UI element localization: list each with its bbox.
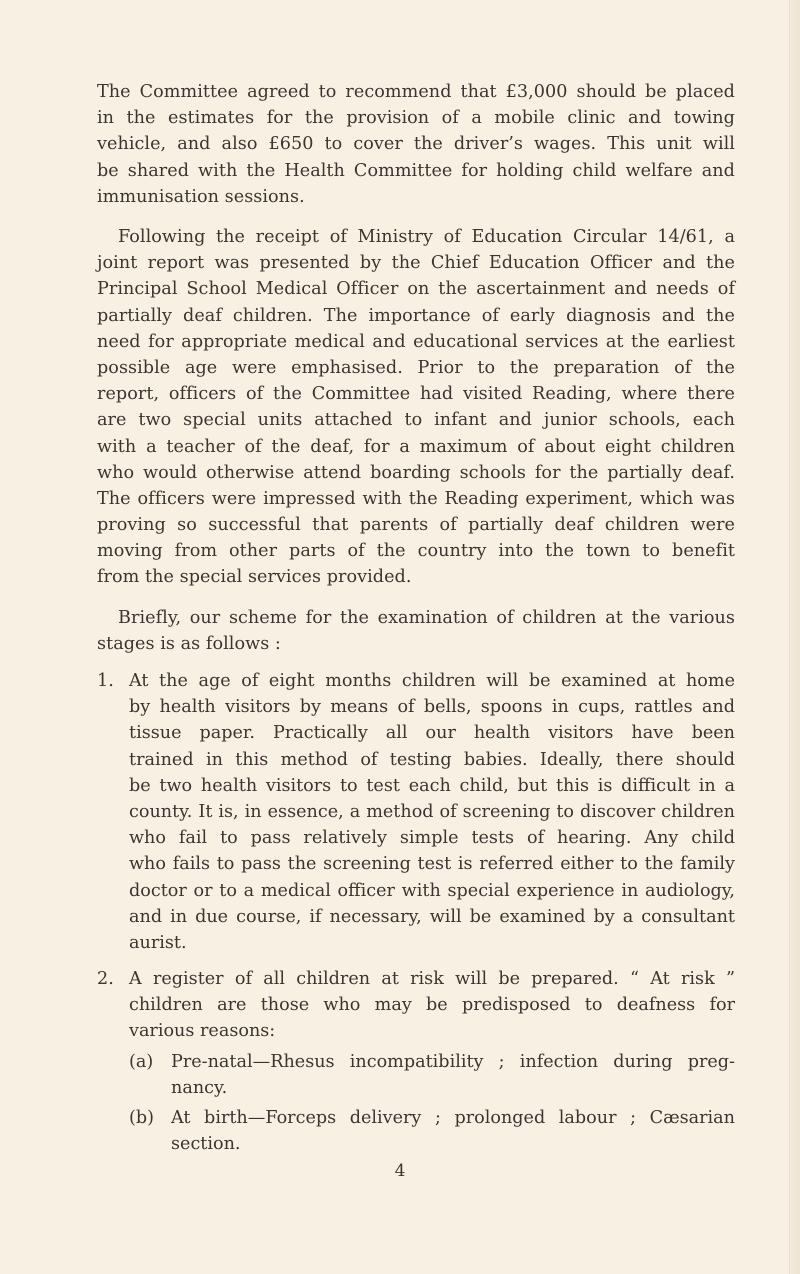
text-line: who fails to pass the screening test is referred either to the family (129, 854, 735, 875)
paragraph-scheme-intro (97, 605, 735, 657)
text-line: are two special units attached to infant and junior schools, each (97, 410, 735, 431)
text-line: be two health visitors to test each child, but this is difficult in a (129, 775, 735, 796)
text-line: Principal School Medical Officer on the ascertainment and needs of (97, 279, 735, 300)
text-line: At the age of eight months children will be examined at home (129, 671, 735, 691)
paragraph-joint-report (97, 224, 735, 591)
text-line: aurist. (129, 932, 187, 953)
text-line: children are those who may be predisposed to deafness for (129, 995, 735, 1016)
text-line: The Committee agreed to recommend that £3,000 should be placed (97, 82, 735, 102)
text-line: The officers were impressed with the Reading experiment, which was (97, 488, 735, 509)
text-line: from the special services provided. (97, 567, 412, 588)
text-line: vehicle, and also £650 to cover the driver’s wages. This unit will (97, 134, 735, 155)
text-line: trained in this method of testing babies. Ideally, there should (129, 749, 735, 770)
text-line: with a teacher of the deaf, for a maximum of about eight children (97, 436, 735, 457)
text-line: joint report was presented by the Chief Education Officer and the (97, 253, 735, 274)
list-item-body (129, 966, 735, 1045)
sub-item-label: (b) (129, 1108, 154, 1128)
text-line: section. (171, 1134, 241, 1155)
text-line: who would otherwise attend boarding schools for the partially deaf. (97, 462, 735, 483)
text-line: Following the receipt of Ministry of Education Circular 14/61, a (118, 227, 735, 247)
text-line: partially deaf children. The importance of early diagnosis and the (97, 305, 735, 326)
text-line: and in due course, if necessary, will be examined by a consultant (129, 906, 735, 927)
text-line: At birth—Forceps delivery ; prolonged labour ; Cæsarian (171, 1108, 735, 1128)
text-line: Briefly, our scheme for the examination of children at the various (118, 608, 735, 628)
text-line: A register of all children at risk will be prepared. “ At risk ” (129, 969, 735, 989)
text-line: need for appropriate medical and educational services at the earliest (97, 331, 735, 352)
text-line: in the estimates for the provision of a mobile clinic and towing (97, 108, 735, 129)
text-line: stages is as follows : (97, 634, 281, 655)
paragraph-mobile-clinic (97, 79, 735, 210)
list-item-number: 1. (97, 671, 114, 691)
text-line: various reasons: (129, 1021, 276, 1042)
list-item-body (129, 668, 735, 956)
sub-item-body (171, 1105, 735, 1157)
list-item-number: 2. (97, 969, 114, 989)
text-line: report, officers of the Committee had visited Reading, where there (97, 384, 735, 405)
text-line: county. It is, in essence, a method of screening to discover children (129, 801, 735, 822)
page-edge (789, 0, 800, 1274)
text-line: who fail to pass relatively simple tests of hearing. Any child (129, 828, 735, 849)
text-line: immunisation sessions. (97, 186, 305, 207)
text-line: moving from other parts of the country into the town to benefit (97, 541, 735, 562)
text-line: Pre-natal—Rhesus incompatibility ; infection during preg- (171, 1052, 735, 1072)
text-line: proving so successful that parents of partially deaf children were (97, 515, 735, 536)
text-line: be shared with the Health Committee for holding child welfare and (97, 160, 735, 181)
sub-item-label: (a) (129, 1052, 154, 1072)
text-line: nancy. (171, 1078, 228, 1099)
page-number: 4 (394, 1161, 406, 1181)
text-line: doctor or to a medical officer with special experience in audiology, (129, 880, 735, 901)
sub-item-body (171, 1049, 735, 1101)
text-line: possible age were emphasised. Prior to the preparation of the (97, 357, 735, 378)
text-line: by health visitors by means of bells, spoons in cups, rattles and (129, 697, 735, 718)
text-line: tissue paper. Practically all our health visitors have been (129, 723, 735, 744)
